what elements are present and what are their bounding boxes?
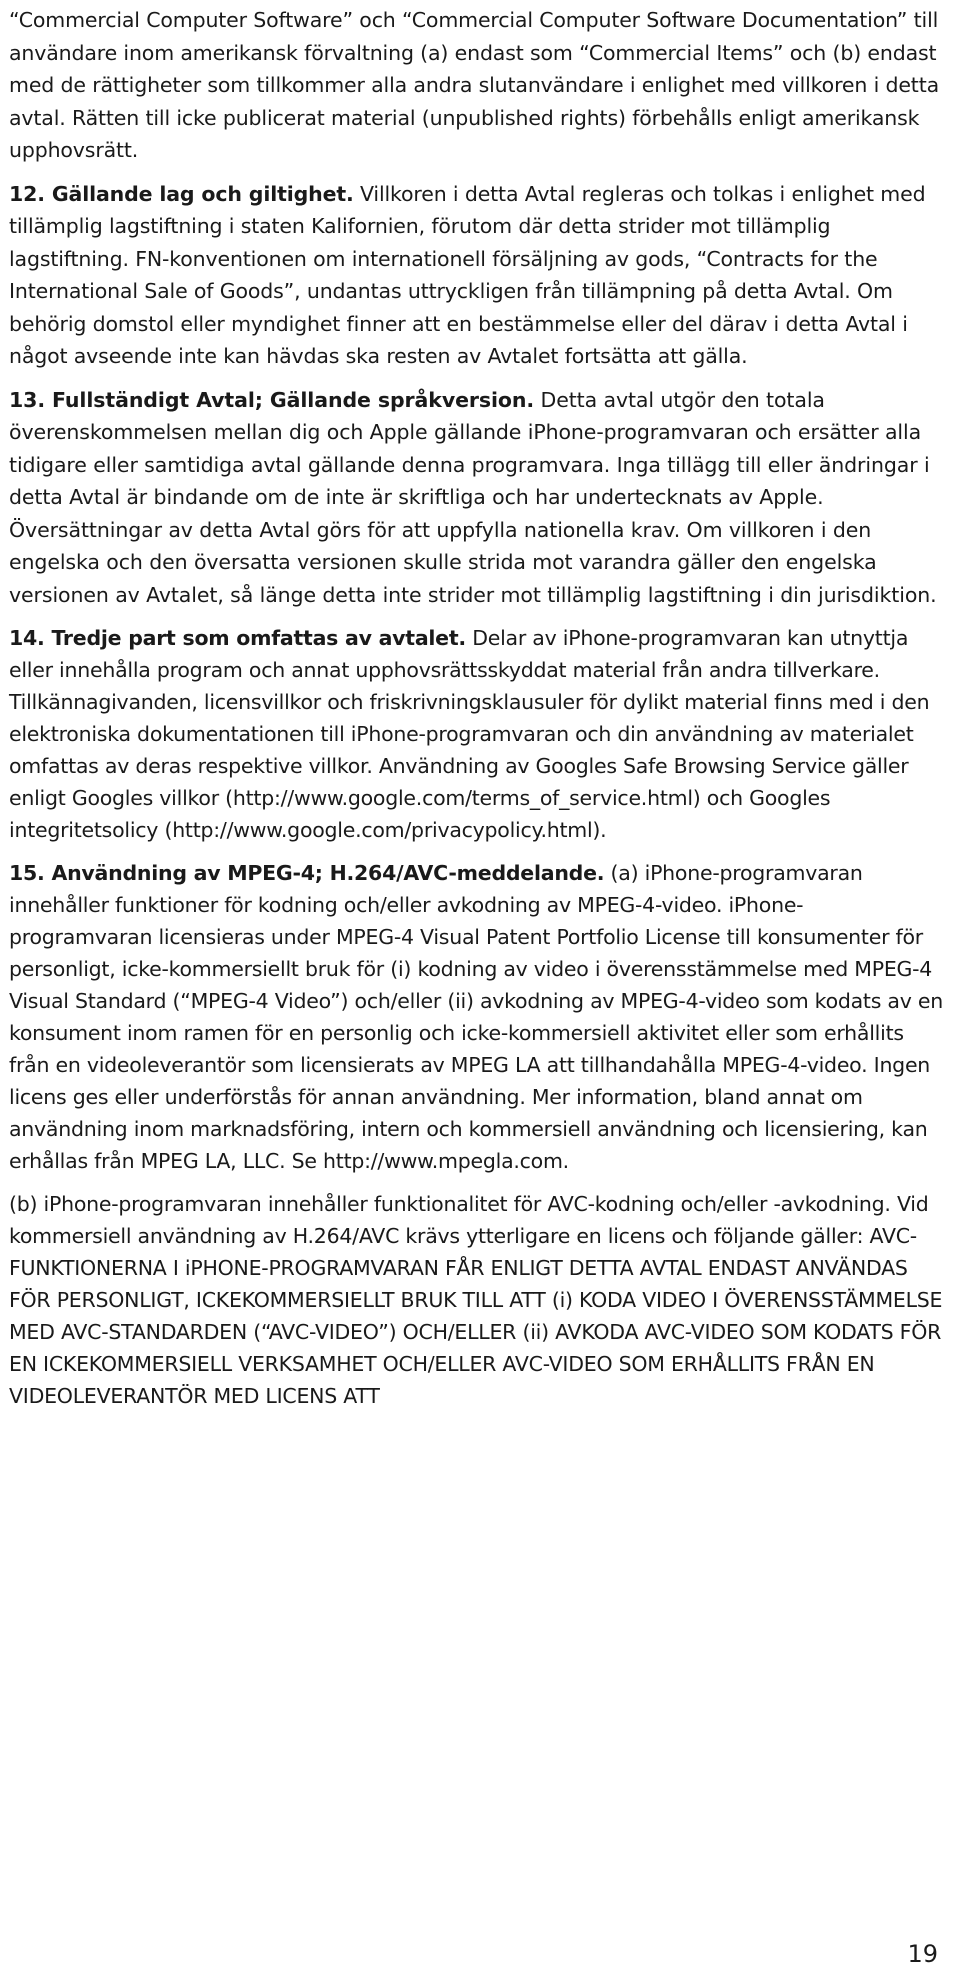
page-number: 19 [907, 1940, 938, 1968]
section-12-heading: 12. Gällande lag och giltighet. [9, 181, 354, 206]
section-13-body: Detta avtal utgör den totala överenskommelsen mellan dig och Apple gällande iPhone-programvaran och ersätter alla tidigare eller samtidiga avtal gällande denna programvara. Inga tillägg till eller ändringar i detta Avtal är bindande om de inte är skriftliga och har undertecknats av Apple. Översättningar av detta Avtal görs för att uppfylla nationella krav. Om villkoren i den engelska och den översatta versionen skulle strida mot varandra gäller den engelska versionen av Avtalet, så länge detta inte strider mot tillämplig lagstiftning i din jurisdiktion. [9, 387, 937, 607]
section-15 [9, 857, 946, 1177]
section-14 [9, 622, 946, 846]
section-15-heading: 15. Användning av MPEG-4; H.264/AVC-meddelande. [9, 861, 605, 885]
section-13 [9, 384, 946, 612]
section-12-body: Villkoren i detta Avtal regleras och tolkas i enlighet med tillämplig lagstiftning i staten Kalifornien, förutom där detta strider mot tillämplig lagstiftning. FN-konventionen om internationell försäljning av gods, “Contracts for the International Sale of Goods”, undantas uttryckligen från tillämpning på detta Avtal. Om behörig domstol eller myndighet finner att en bestämmelse eller del därav i detta Avtal i något avseende inte kan hävdas ska resten av Avtalet fortsätta att gälla. [9, 181, 926, 368]
section-15b-paragraph: (b) iPhone-programvaran innehåller funktionalitet för AVC-kodning och/eller -avkodning. Vid kommersiell användning av H.264/AVC krävs ytterligare en licens och följande gäller: AVC-FUNKTIONERNA I iPHONE-PROGRAMVARAN FÅR ENLIGT DETTA AVTAL ENDAST ANVÄNDAS FÖR PERSONLIGT, ICKEKOMMERSIELLT BRUK TILL ATT (i) KODA VIDEO I ÖVERENSSTÄMMELSE MED AVC-STANDARDEN (“AVC-VIDEO”) OCH/ELLER (ii) AVKODA AVC-VIDEO SOM KODATS FÖR EN ICKEKOMMERSIELL VERKSAMHET OCH/ELLER AVC-VIDEO SOM ERHÅLLITS FRÅN EN VIDEOLEVERANTÖR MED LICENS ATT [9, 1192, 943, 1408]
intro-paragraph: “Commercial Computer Software” och “Commercial Computer Software Documentation” till användare inom amerikansk förvaltning (a) endast som “Commercial Items” och (b) endast med de rättigheter som tillkommer alla andra slutanvändare i enlighet med villkoren i detta avtal. Rätten till icke publicerat material (unpublished rights) förbehålls enligt amerikansk upphovsrätt. [9, 8, 939, 162]
section-14-body: Delar av iPhone-programvaran kan utnyttja eller innehålla program och annat upphovsrättsskyddat material från andra tillverkare. Tillkännagivanden, licensvillkor och friskrivningsklausuler för dylikt material finns med i den elektroniska dokumentationen till iPhone-programvaran och din användning av materialet omfattas av deras respektive villkor. Användning av Googles Safe Browsing Service gäller enligt Googles villkor (http://www.google.com/terms_of_service.html) och Googles integritetsolicy (http://www.google.com/privacypolicy.html). [9, 626, 930, 842]
section-13-heading: 13. Fullständigt Avtal; Gällande språkversion. [9, 387, 535, 412]
section-12 [9, 178, 946, 373]
section-15-body: (a) iPhone-programvaran innehåller funktioner för kodning och/eller avkodning av MPEG-4-video. iPhone-programvaran licensieras under MPEG-4 Visual Patent Portfolio License till konsumenter för personligt, icke-kommersiellt bruk för (i) kodning av video i överensstämmelse med MPEG-4 Visual Standard (“MPEG-4 Video”) och/eller (ii) avkodning av MPEG-4-video som kodats av en konsument inom ramen för en personlig och icke-kommersiell aktivitet eller som erhållits från en videoleverantör som licensierats av MPEG LA att tillhandahålla MPEG-4-video. Ingen licens ges eller underförstås för annan användning. Mer information, bland annat om användning inom marknadsföring, intern och kommersiell användning och licensiering, kan erhållas från MPEG LA, LLC. Se http://www.mpegla.com. [9, 861, 943, 1173]
section-14-heading: 14. Tredje part som omfattas av avtalet. [9, 626, 466, 650]
